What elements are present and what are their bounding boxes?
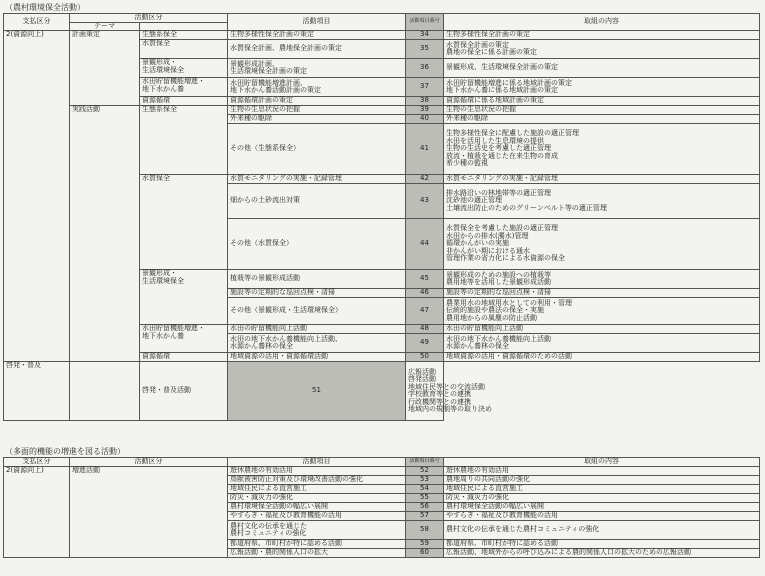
environment-activity-table — [3, 13, 760, 421]
activity-class-cell-line: 計画策定 — [72, 30, 100, 38]
activity-item-cell — [228, 219, 406, 270]
item-no-cell — [406, 521, 444, 540]
content-cell-line: 水田を活用した生息環境の提供 — [446, 136, 544, 145]
item-no-cell-line: 39 — [420, 105, 429, 114]
item-no-cell — [406, 353, 444, 362]
content-cell-line: 遊休農地の有効活用 — [446, 466, 509, 475]
content-cell — [444, 325, 760, 334]
col-item-no — [406, 458, 444, 467]
section1-caption: （農村環境保全活動） — [5, 3, 85, 12]
table-row — [4, 31, 760, 40]
activity-item-cell-line: やすらぎ・福祉及び教育機能の活用 — [230, 511, 342, 520]
content-cell-line: 啓発活動 — [408, 375, 436, 383]
content-cell — [444, 59, 760, 78]
theme-cell-line: 資源循環 — [142, 352, 170, 360]
content-cell — [444, 353, 760, 362]
theme-cell-line: 水質保全 — [142, 39, 170, 47]
item-no-cell — [406, 184, 444, 219]
item-no-cell — [406, 106, 444, 115]
theme-cell-line: 生活環境保全 — [142, 276, 184, 285]
col-activity-item-line: 活動項目 — [302, 17, 331, 26]
activity-item-cell — [228, 289, 406, 298]
content-cell-line: 農地周りの共同活動の強化 — [446, 475, 530, 484]
col-payment-line: 支払区分 — [22, 17, 51, 26]
activity-item-cell — [228, 124, 406, 175]
activity-item-cell — [228, 334, 406, 353]
item-no-cell-line: 57 — [420, 511, 429, 520]
item-no-cell-line: 54 — [420, 484, 429, 493]
content-cell-line: 生物多様性保全計画の策定 — [446, 30, 530, 39]
item-no-cell — [406, 503, 444, 512]
activity-item-cell-line: 地下水かん養活動計画の策定 — [230, 86, 321, 94]
item-no-cell — [406, 476, 444, 485]
item-no-cell-line: 58 — [420, 525, 429, 534]
content-cell-line: 地下水かん養に係る地域計画の策定 — [446, 86, 558, 94]
activity-item-cell-line: 生物多様性保全計画の策定 — [230, 30, 314, 39]
theme-cell — [140, 59, 228, 78]
activity-item-cell — [228, 512, 406, 521]
theme-cell-line: 水田貯留機能増進・ — [142, 324, 205, 332]
activity-item-cell-line: 植栽等の景観形成活動 — [230, 274, 300, 283]
content-cell-line: 農村文化の伝承を通じた農村コミュニティの強化 — [446, 525, 600, 534]
content-cell-line: 伝統的施設や農法の保全・実施 — [446, 306, 544, 315]
content-cell-line: 土壌流出防止のためのグリーンベルト等の適正管理 — [446, 203, 607, 212]
col-activity-class-line: 活動区分 — [134, 457, 163, 466]
item-no-cell — [406, 219, 444, 270]
table-row — [4, 106, 760, 115]
content-cell — [444, 78, 760, 97]
col-activity-class-line: 活動区分 — [134, 13, 163, 21]
activity-item-cell — [228, 521, 406, 540]
col-activity-class — [70, 14, 228, 23]
table-row — [4, 362, 760, 421]
item-no-cell — [406, 467, 444, 476]
content-cell-line: 施設等の定期的な巡回点検・清掃 — [446, 288, 551, 297]
payment-cell — [4, 31, 70, 362]
activity-item-cell — [228, 40, 406, 59]
content-cell — [444, 270, 760, 289]
activity-item-cell — [228, 270, 406, 289]
content-cell-line: 学校教育等との連携 — [408, 390, 471, 398]
item-no-cell — [406, 78, 444, 97]
activity-item-cell-line: 地域住民による直営施工 — [230, 484, 307, 493]
content-cell-line: 外来種の駆除 — [446, 114, 488, 123]
content-cell-line: 水田からの排水(濁水)管理 — [446, 231, 529, 240]
item-no-cell-line: 60 — [420, 548, 429, 557]
content-cell — [444, 106, 760, 115]
item-no-cell-line: 48 — [420, 324, 429, 333]
content-cell — [444, 549, 760, 558]
activity-item-cell-line: 広報活動・農的関係人口の拡大 — [230, 548, 328, 557]
col-content-line: 取組の内容 — [584, 457, 619, 466]
content-cell-line: 希少種の監視 — [446, 159, 488, 168]
activity-class-cell — [70, 31, 140, 106]
activity-class-cell — [70, 106, 140, 362]
item-no-cell-line: 41 — [420, 144, 429, 153]
item-no-cell-line: 35 — [420, 44, 429, 53]
payment-cell-line: 2(資源向上) — [6, 466, 44, 474]
item-no-cell — [406, 270, 444, 289]
content-cell-line: 管理作業の省力化による水資源の保全 — [446, 254, 565, 263]
item-no-cell-line: 44 — [420, 239, 429, 248]
item-no-cell — [406, 325, 444, 334]
activity-item-cell — [140, 362, 228, 421]
col-item-no-line: 活動項目番号 — [409, 18, 440, 25]
theme-cell — [140, 106, 228, 175]
activity-item-cell-line: 農村環境保全活動の幅広い展開 — [230, 502, 328, 511]
item-no-cell-line: 50 — [420, 352, 429, 361]
activity-class-cell-line: 啓発・普及 — [6, 361, 41, 369]
item-no-cell-line: 52 — [420, 466, 429, 475]
activity-item-cell — [228, 115, 406, 124]
item-no-cell — [406, 298, 444, 325]
activity-item-cell-line: 農村コミュニティの強化 — [230, 529, 307, 537]
item-no-cell — [406, 31, 444, 40]
content-cell-line: 水田の地下水かん養機能向上活動 — [446, 334, 551, 343]
content-cell — [444, 31, 760, 40]
item-no-cell — [228, 362, 406, 421]
activity-class-cell — [4, 362, 70, 421]
activity-item-cell-line: 鳥獣被害防止対策及び環境改善活動の強化 — [230, 475, 363, 484]
theme-cell — [140, 78, 228, 97]
activity-item-cell-line: 生活環境保全計画の策定 — [230, 67, 307, 75]
activity-item-cell-line: 生物の生息状況の把握 — [230, 105, 300, 114]
content-cell-line: 地域内の規制等の取り決め — [408, 405, 492, 413]
content-cell-line: 水田の貯留機能向上活動 — [446, 324, 523, 333]
content-cell-line: 水質保全計画の策定 — [446, 40, 509, 49]
content-cell — [444, 298, 760, 325]
item-no-cell — [406, 549, 444, 558]
item-no-cell — [406, 175, 444, 184]
promotion-activity-table — [3, 457, 760, 558]
content-cell-line: 生物多様性保全に配慮した施設の適正管理 — [446, 129, 579, 138]
col-content — [444, 14, 760, 31]
content-cell-line: 資源循環に係る地域計画の策定 — [446, 96, 544, 105]
payment-cell — [4, 467, 70, 558]
item-no-cell-line: 55 — [420, 493, 429, 502]
activity-item-cell — [228, 549, 406, 558]
content-cell — [444, 115, 760, 124]
activity-item-cell-line: 資源循環計画の策定 — [230, 96, 293, 105]
item-no-cell — [406, 540, 444, 549]
table-row — [4, 467, 760, 476]
content-cell-line: 沈砂池の適正管理 — [446, 196, 502, 205]
theme-cell — [140, 325, 228, 353]
col-content-line: 取組の内容 — [584, 17, 619, 26]
activity-item-cell-line: 啓発・普及活動 — [142, 386, 191, 395]
activity-item-cell-line: 畑からの土砂流出対策 — [230, 196, 300, 205]
activity-item-cell-line: 水田の貯留機能向上活動 — [230, 324, 307, 333]
activity-item-cell-line: 水質保全計画、農地保全計画の策定 — [230, 44, 342, 53]
activity-item-cell — [228, 59, 406, 78]
content-cell-line: 広報活動、地域外からの呼び込みによる農的関係人口の拡大のための広報活動 — [446, 548, 691, 557]
theme-cell — [140, 40, 228, 59]
content-cell-line: 放流・植栽を通じた在来生物の育成 — [446, 151, 558, 160]
activity-item-cell — [228, 184, 406, 219]
col-activity-item — [228, 14, 406, 31]
content-cell-line: 広報活動 — [408, 367, 436, 376]
section2-caption: （多面的機能の増進を図る活動） — [5, 447, 125, 456]
theme-cell-line: 水田貯留機能増進・ — [142, 77, 205, 85]
activity-item-cell-line: その他（景観形成・生活環境保全） — [230, 306, 342, 315]
col-payment — [4, 14, 70, 31]
col-activity-item-line: 活動項目 — [302, 457, 331, 466]
col-item-no-line: 活動項目番号 — [409, 458, 440, 465]
item-no-cell — [406, 512, 444, 521]
item-no-cell — [406, 40, 444, 59]
content-cell-line: 非かんがい期における通水 — [446, 246, 530, 255]
item-no-cell — [406, 485, 444, 494]
item-no-cell — [406, 59, 444, 78]
theme-cell-line: 地下水かん養 — [142, 331, 184, 340]
activity-item-cell-line: 遊休農地の有効活用 — [230, 466, 293, 475]
theme-cell-line: 景観形成・ — [142, 269, 177, 277]
content-cell-line: 農地の保全に係る計画の策定 — [446, 48, 537, 56]
content-cell-line: 地域住民等との交流活動 — [408, 382, 485, 391]
item-no-cell-line: 59 — [420, 539, 429, 548]
item-no-cell-line: 46 — [420, 288, 429, 297]
activity-item-cell-line: 水田の地下水かん養機能向上活動、 — [230, 334, 342, 343]
content-cell — [444, 512, 760, 521]
item-no-cell-line: 53 — [420, 475, 429, 484]
content-cell — [406, 362, 492, 421]
content-cell — [444, 184, 760, 219]
activity-class-cell-line: 増進活動 — [72, 466, 100, 474]
col-item-no — [406, 14, 444, 31]
theme-cell — [140, 175, 228, 270]
content-cell-line: 農業用水の地域用水としての利用・管理 — [446, 298, 572, 307]
theme-cell-line: 地下水かん養 — [142, 84, 184, 93]
content-cell — [444, 124, 760, 175]
content-cell-line: 水質保全を考慮した施設の適正管理 — [446, 224, 558, 233]
content-cell-line: 防災・減災力の強化 — [446, 493, 509, 502]
activity-item-cell-line: その他（水質保全） — [230, 239, 293, 248]
activity-item-cell — [228, 325, 406, 334]
activity-item-cell-line: 景観形成計画、 — [230, 59, 279, 68]
activity-item-cell — [228, 298, 406, 325]
content-cell-line: やすらぎ・福祉及び教育機能の活用 — [446, 511, 558, 520]
content-cell-line: 農用地からの風塵の防止活動 — [446, 313, 537, 322]
content-cell-line: 生物の生活史を考慮した適正管理 — [446, 144, 551, 153]
content-cell — [444, 521, 760, 540]
content-cell — [444, 40, 760, 59]
content-cell-line: 排水路沿いの林地帯等の適正管理 — [446, 188, 551, 197]
activity-item-cell-line: 地域資源の活用・資源循環活動 — [230, 352, 328, 361]
item-no-cell-line: 51 — [312, 386, 321, 395]
content-cell-line: 水質モニタリングの実施・記録管理 — [446, 174, 558, 183]
content-cell-line: 景観形成、生活環境保全計画の策定 — [446, 63, 558, 72]
content-cell-line: 農村環境保全活動の幅広い展開 — [446, 502, 544, 511]
theme-cell-line: 生態系保全 — [142, 105, 177, 113]
activity-item-cell-line: 水源かん養林の保全 — [230, 342, 293, 350]
activity-item-cell-line: 外来種の駆除 — [230, 114, 272, 123]
activity-item-cell — [228, 175, 406, 184]
content-cell — [444, 334, 760, 353]
item-no-cell — [406, 115, 444, 124]
activity-class-cell-line: 実践活動 — [72, 105, 100, 113]
item-no-cell-line: 36 — [420, 63, 429, 72]
item-no-cell-line: 42 — [420, 174, 429, 183]
theme-cell — [140, 353, 228, 362]
theme-cell-line: 生活環境保全 — [142, 65, 184, 74]
content-cell-line: 景観形成のための施設への植栽等 — [446, 270, 551, 279]
content-cell-line: 地域資源の活用・資源循環のための活動 — [446, 352, 572, 361]
theme-cell-line: 資源循環 — [142, 96, 170, 104]
activity-item-cell-line: 防災・減災力の強化 — [230, 493, 293, 502]
item-no-cell — [406, 494, 444, 503]
content-cell-line: 行政機関等との連携 — [408, 397, 471, 406]
content-cell-line: 水源かん養林の保全 — [446, 342, 509, 350]
activity-item-cell — [228, 78, 406, 97]
content-cell-line: 地域住民による直営施工 — [446, 484, 523, 493]
activity-item-cell-line: 水田貯留機能増進計画、 — [230, 78, 307, 87]
activity-item-cell — [228, 353, 406, 362]
activity-item-cell — [228, 31, 406, 40]
item-no-cell — [406, 289, 444, 298]
activity-item-cell-line: 農村文化の伝承を通じた — [230, 521, 307, 530]
item-no-cell — [406, 334, 444, 353]
item-no-cell-line: 56 — [420, 502, 429, 511]
content-cell-line: 循環かんがいの実施 — [446, 239, 509, 248]
content-cell — [444, 175, 760, 184]
content-cell-line: 農用地等を活用した景観形成活動 — [446, 278, 551, 286]
item-no-cell-line: 43 — [420, 196, 429, 205]
content-cell — [444, 219, 760, 270]
activity-item-cell-line: 水質モニタリングの実施・記録管理 — [230, 174, 342, 183]
content-cell-line: 水田貯留機能増進に係る地域計画の策定 — [446, 78, 572, 87]
theme-cell — [140, 270, 228, 325]
theme-cell-line: 景観形成・ — [142, 58, 177, 66]
activity-item-cell-line: 施設等の定期的な巡回点検・清掃 — [230, 288, 335, 297]
theme-cell-line: 水質保全 — [142, 174, 170, 182]
item-no-cell-line: 47 — [420, 306, 429, 315]
item-no-cell — [406, 124, 444, 175]
item-no-cell-line: 45 — [420, 274, 429, 283]
content-cell — [444, 289, 760, 298]
activity-item-cell-line: 都道府県、市町村が特に認める活動 — [230, 539, 342, 548]
item-no-cell-line: 34 — [420, 30, 429, 39]
content-cell-line: 生物の生息状況の把握 — [446, 105, 516, 114]
content-cell-line: 都道府県、市町村が特に認める活動 — [446, 539, 558, 548]
theme-cell-line: 生態系保全 — [142, 30, 177, 38]
payment-cell-line: 2(資源向上) — [6, 30, 44, 38]
item-no-cell-line: 49 — [420, 338, 429, 347]
activity-class-cell — [70, 467, 228, 558]
item-no-cell-line: 37 — [420, 82, 429, 91]
item-no-cell — [406, 97, 444, 106]
activity-item-cell-line: その他（生態系保全） — [230, 144, 300, 153]
item-no-cell-line: 40 — [420, 114, 429, 123]
col-theme-line: テーマ — [94, 21, 115, 30]
col-payment-line: 支払区分 — [22, 457, 51, 466]
item-no-cell-line: 38 — [420, 96, 429, 105]
theme-cell — [70, 362, 140, 421]
